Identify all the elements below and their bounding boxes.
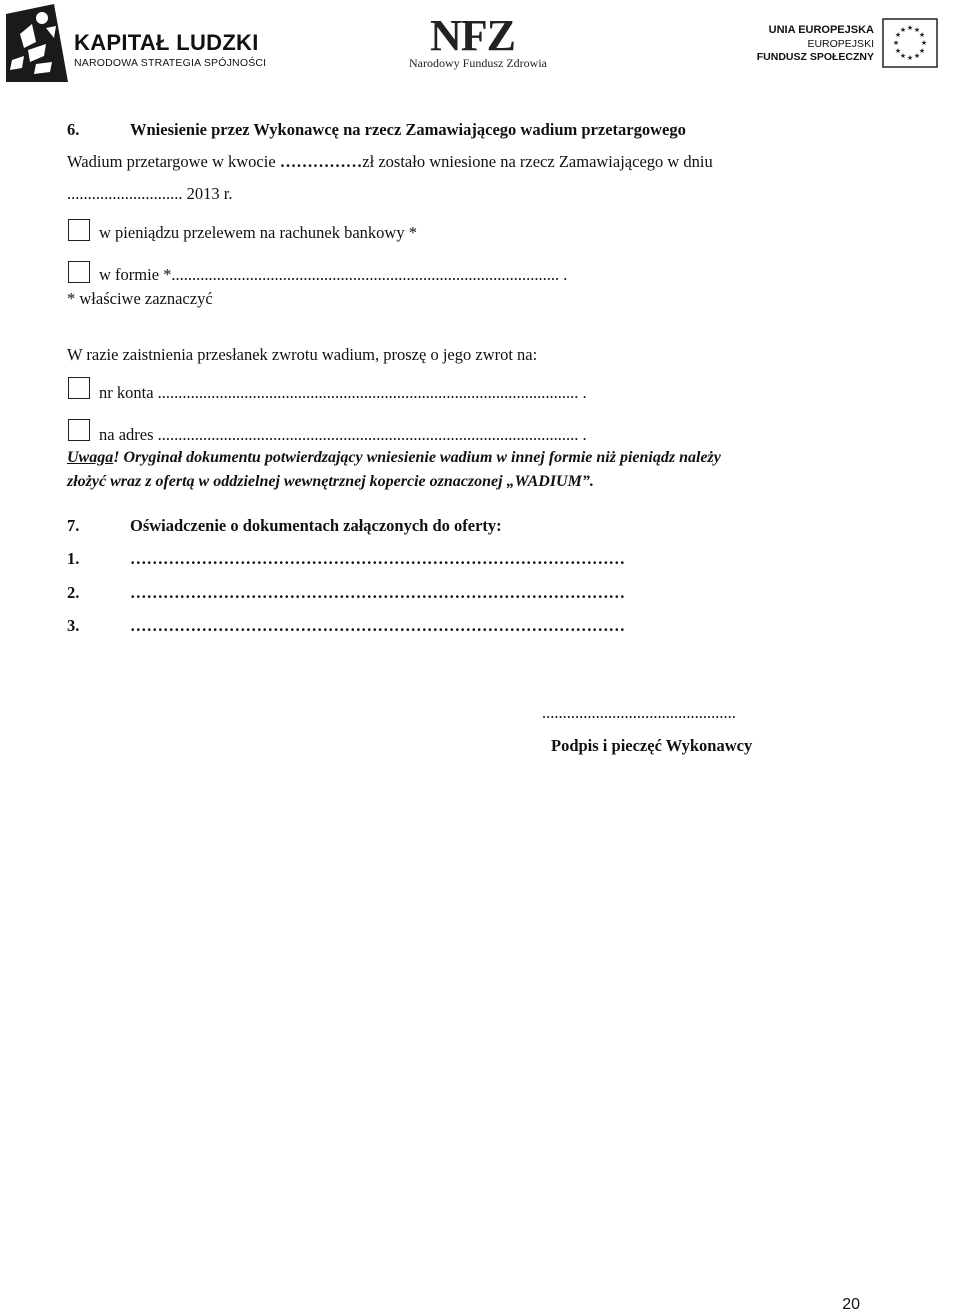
section-7-number: 7. <box>67 516 80 535</box>
section-6-title: Wniesienie przez Wykonawcę na rzecz Zamawiającego wadium przetargowego <box>130 120 686 139</box>
svg-text:★: ★ <box>899 52 907 60</box>
section-7-title: Oświadczenie o dokumentach załączonych do oferty: <box>130 516 502 535</box>
svg-text:★: ★ <box>918 47 926 55</box>
kapital-ludzki-title: KAPITAŁ LUDZKI <box>74 30 259 55</box>
option-bank-transfer: w pieniądzu przelewem na rachunek bankowy * <box>99 223 417 242</box>
attachment-number-1: 1. <box>67 549 80 568</box>
refund-intro: W razie zaistnienia przesłanek zwrotu wadium, proszę o jego zwrot na: <box>67 345 538 364</box>
note-line-2: złożyć wraz z ofertą w oddzielnej wewnętrznej kopercie oznaczonej „WADIUM”. <box>67 473 594 490</box>
checkbox-other-form[interactable] <box>68 261 90 283</box>
nfz-mark: NFZ <box>430 11 515 60</box>
svg-text:★: ★ <box>906 54 914 62</box>
kapital-ludzki-subtitle: NARODOWA STRATEGIA SPÓJNOŚCI <box>74 57 267 69</box>
attachment-dots-1: ……………………………………………………………………………… <box>130 549 625 568</box>
attachment-dots-2: ……………………………………………………………………………… <box>130 583 625 602</box>
page-number: 20 <box>842 1296 860 1313</box>
note-text-1: ! Oryginał dokumentu potwierdzający wniesienie wadium w innej formie niż pieniądz należy <box>113 449 721 466</box>
svg-text:★: ★ <box>906 24 914 32</box>
signature-label: Podpis i pieczęć Wykonawcy <box>551 736 753 755</box>
svg-text:★: ★ <box>913 26 921 34</box>
kapital-ludzki-emblem-icon <box>6 4 68 82</box>
svg-text:★: ★ <box>894 31 902 39</box>
svg-text:★: ★ <box>913 52 921 60</box>
footnote: * właściwe zaznaczyć <box>67 289 213 308</box>
eu-line-3: FUNDUSZ SPOŁECZNY <box>756 51 874 63</box>
deposit-amount-text-b: zł zostało wniesione na rzecz Zamawiającego w dniu <box>362 152 713 171</box>
eu-flag-icon <box>882 18 938 68</box>
deposit-amount-dots: …………… <box>279 152 363 171</box>
kapital-ludzki-logo <box>6 4 267 84</box>
svg-text:★: ★ <box>920 39 928 47</box>
checkbox-bank-transfer[interactable] <box>68 219 90 241</box>
eu-logo <box>756 18 960 74</box>
option-other-form: w formie *.............................................................................................. . <box>99 265 568 284</box>
deposit-amount-text-a: Wadium przetargowe w kwocie <box>67 152 280 171</box>
attachment-number-2: 2. <box>67 583 80 602</box>
refund-address: na adres ...................................................................................................... . <box>99 425 587 444</box>
note-label: Uwaga <box>67 449 114 466</box>
attachment-dots-3: ……………………………………………………………………………… <box>130 616 625 635</box>
attachment-number-3: 3. <box>67 616 80 635</box>
refund-account-number: nr konta ...................................................................................................... . <box>99 383 587 402</box>
svg-text:★: ★ <box>892 39 900 47</box>
svg-text:★: ★ <box>918 31 926 39</box>
eu-line-1: UNIA EUROPEJSKA <box>768 24 874 36</box>
deposit-date-line: ............................ 2013 r. <box>67 184 233 203</box>
nfz-logo <box>400 10 560 74</box>
note-line-1 <box>67 449 721 467</box>
svg-text:★: ★ <box>899 26 907 34</box>
section-6-number: 6. <box>67 120 80 139</box>
nfz-subtitle: Narodowy Fundusz Zdrowia <box>409 56 547 70</box>
checkbox-address[interactable] <box>68 419 90 441</box>
signature-dots: ............................................... <box>542 703 736 722</box>
deposit-amount-line <box>67 152 713 172</box>
checkbox-account-number[interactable] <box>68 377 90 399</box>
eu-line-2: EUROPEJSKI <box>807 38 874 50</box>
svg-text:★: ★ <box>894 47 902 55</box>
